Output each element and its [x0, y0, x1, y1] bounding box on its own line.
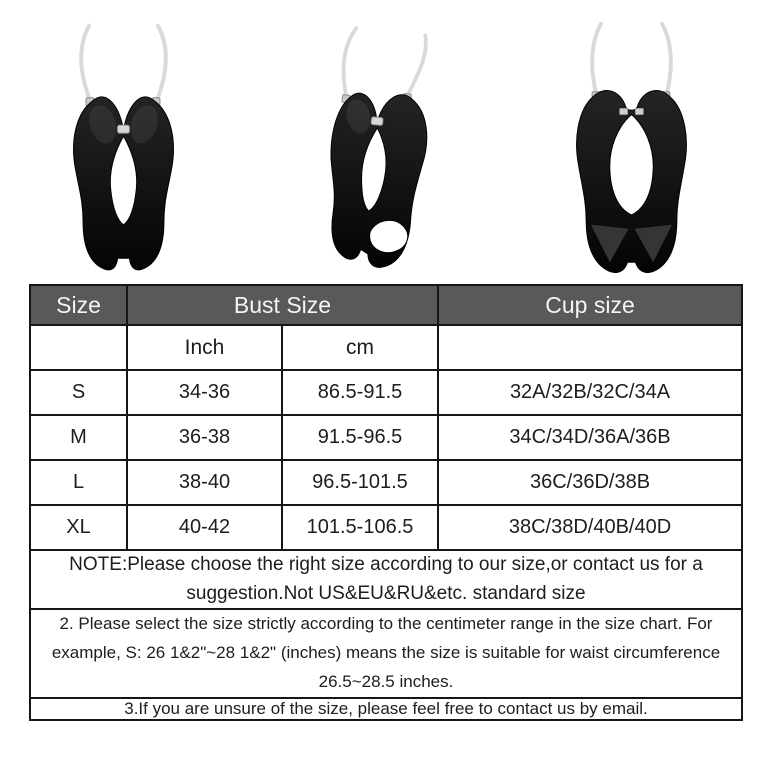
bust-cm-value: 86.5-91.5 [282, 370, 438, 415]
front-clasp [371, 117, 383, 126]
bodysuit-front-image [0, 0, 254, 283]
bust-inch-value: 38-40 [127, 460, 282, 505]
clear-strap-right [662, 24, 671, 97]
cup-size-value: 34C/34D/36A/36B [438, 415, 742, 460]
table-header-row [30, 285, 742, 325]
unit-label-inch: Inch [127, 325, 282, 370]
note-row-1 [30, 550, 742, 609]
table-row-xl [30, 505, 742, 550]
inner-clasp-right [636, 109, 644, 115]
bust-inch-value: 34-36 [127, 370, 282, 415]
note-centimeter-range: 2. Please select the size strictly according to the centimeter range in the size chart. For example, S: 26 1&2"~28 1&2" (inches) means the size is suitable for waist circumference 26.5~28.5 inches. [30, 609, 742, 698]
bodysuit-silhouette [577, 90, 687, 272]
note-size-advice: NOTE:Please choose the right size according to our size,or contact us for a suggestion.Not US&EU&RU&etc. standard size [30, 550, 742, 609]
unit-label-cm: cm [282, 325, 438, 370]
inner-clasp-left [620, 109, 628, 115]
bust-inch-value: 36-38 [127, 415, 282, 460]
bodysuit-deep-u-image [509, 0, 763, 283]
product-gallery [0, 0, 763, 283]
clear-strap-left [81, 26, 91, 103]
table-row-s [30, 370, 742, 415]
table-row-m [30, 415, 742, 460]
clear-strap-right [156, 26, 166, 103]
size-label: L [30, 460, 127, 505]
empty-cell [438, 325, 742, 370]
cup-size-value: 32A/32B/32C/34A [438, 370, 742, 415]
bodysuit-silhouette [73, 97, 173, 270]
bodysuit-angled-illustration [282, 12, 482, 278]
bodysuit-silhouette [319, 88, 431, 271]
note-row-3 [30, 698, 742, 720]
bust-inch-value: 40-42 [127, 505, 282, 550]
col-header-bust-size: Bust Size [127, 285, 438, 325]
bust-cm-value: 96.5-101.5 [282, 460, 438, 505]
clear-strap-left [340, 27, 356, 100]
size-label: XL [30, 505, 127, 550]
size-table [29, 284, 743, 721]
col-header-cup-size: Cup size [438, 285, 742, 325]
clear-strap-right [406, 34, 427, 100]
bodysuit-deep-u-illustration [532, 12, 739, 278]
col-header-size: Size [30, 285, 127, 325]
size-label: M [30, 415, 127, 460]
note-contact-email: 3.If you are unsure of the size, please feel free to contact us by email. [30, 698, 742, 720]
empty-cell [30, 325, 127, 370]
bodysuit-front-illustration [24, 12, 231, 278]
clear-strap-left [593, 24, 602, 97]
note-row-2 [30, 609, 742, 698]
bust-cm-value: 91.5-96.5 [282, 415, 438, 460]
bodysuit-angled-image [254, 0, 508, 283]
unit-row [30, 325, 742, 370]
bust-cm-value: 101.5-106.5 [282, 505, 438, 550]
size-label: S [30, 370, 127, 415]
front-clasp [117, 125, 129, 133]
cup-size-value: 38C/38D/40B/40D [438, 505, 742, 550]
table-row-l [30, 460, 742, 505]
cup-size-value: 36C/36D/38B [438, 460, 742, 505]
